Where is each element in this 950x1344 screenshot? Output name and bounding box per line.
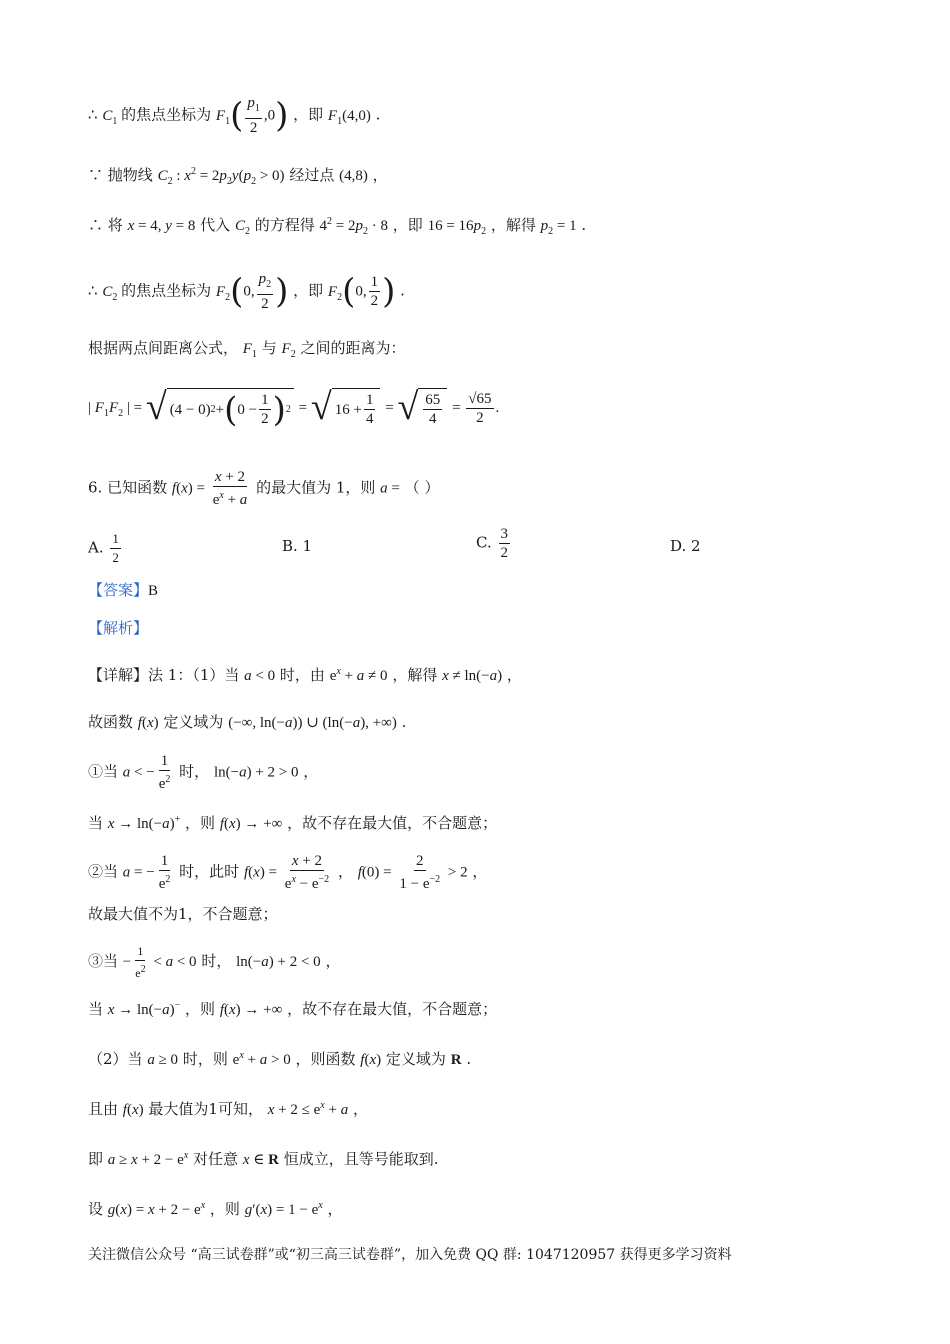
math-f2-point: $F_2$: [327, 283, 343, 303]
sqrt-expr-3: √ $\frac{65}{4}$: [397, 388, 447, 428]
text: 即: [88, 1150, 104, 1168]
math-c2: $C_2$: [102, 283, 118, 303]
frac-1-2: $\frac{1}{2}$: [370, 274, 379, 309]
option-label: D. 2: [670, 537, 701, 555]
part-2-line-3: [88, 1146, 439, 1170]
text: ，则: [185, 814, 216, 832]
math-eq1: $4^2 = 2p_2 \cdot 8$: [319, 216, 389, 237]
math-x4-y8: x = 4, y = 8: [127, 218, 196, 234]
text: ，: [337, 862, 353, 881]
math-f2: $F_2$: [281, 341, 296, 360]
paren: (: [342, 271, 356, 312]
text: ，即: [293, 281, 324, 300]
math-x-in-R: x ∈ R: [242, 1152, 279, 1168]
text: 与: [261, 339, 277, 357]
text: .: [401, 713, 407, 731]
case-3: ③当 − $\frac{1}{e^2}$ < a < 0 时， ln(−a) + 2 < 0 ，: [88, 944, 341, 980]
text: 当: [88, 814, 104, 832]
text: 法 1：（1）当: [148, 666, 240, 684]
text: ，: [506, 666, 522, 684]
text: 故函数: [88, 713, 134, 731]
text: 时，: [179, 762, 210, 781]
text: ，即: [293, 105, 324, 124]
text: 的方程得: [254, 216, 315, 234]
math-fx-inf: f(x) → +∞: [219, 816, 283, 832]
math-fx: f(x): [122, 1102, 144, 1118]
option-label: C.: [476, 533, 492, 552]
text: ，故不存在最大值，不合题意；: [287, 1000, 498, 1018]
text: ，: [325, 952, 341, 970]
text: 已知函数: [107, 478, 168, 497]
text: ，: [327, 1200, 343, 1218]
math-c2: $C_2$: [234, 218, 250, 237]
math-ex-a-gt-0: $e^x + a > 0$: [232, 1050, 291, 1068]
option-d: [670, 536, 701, 556]
text: 之间的距离为：: [300, 339, 406, 357]
math-ex-a-ne-0: $e^x + a \ne 0$: [329, 666, 388, 684]
text: .: [581, 216, 587, 234]
math-c2-def: $C_2$ : $x^2 = 2p_2y(p_2 > 0)$: [157, 166, 285, 187]
math-eq2: $16 = 16p_2$: [427, 218, 487, 237]
text: .: [466, 1050, 472, 1068]
text: 根据两点间距离公式，: [88, 339, 239, 357]
text: ，则: [209, 1200, 240, 1218]
option-label: B. 1: [282, 537, 313, 555]
case-1: [88, 752, 318, 793]
line-parabola-c2: [88, 162, 388, 192]
therefore-symbol: ∴: [88, 105, 98, 124]
text: 时，则: [182, 1050, 228, 1068]
answer-line: [88, 580, 158, 601]
paren: (: [230, 271, 244, 312]
text: 将: [107, 216, 123, 234]
math-x-ne-ln: x ≠ ln(−a): [442, 668, 503, 684]
analysis-line: [88, 618, 148, 638]
question-6: [88, 468, 439, 509]
math-domain: (−∞, ln(−a)) ∪ (ln(−a), +∞): [228, 715, 397, 731]
text: ，: [303, 762, 319, 781]
frac-sqrt65-2: $\frac{√65}{2}$: [468, 390, 492, 426]
part-2: [88, 1046, 471, 1070]
frac-fx2: $\frac{x + 2}{e^x - e^{-2}}$: [284, 853, 330, 892]
paren: ): [275, 271, 289, 312]
text: ，则函数: [295, 1050, 356, 1068]
sqrt-expr-1: √ (4 − 0) 2 + ( 0 − $\frac{1}{2}$ ) 2: [146, 388, 294, 428]
analysis-label: 【解析】: [88, 619, 149, 637]
text: 时，由: [279, 666, 325, 684]
text: （2）当: [88, 1050, 143, 1068]
math-a-lt: a < −: [122, 764, 155, 781]
text: 对任意: [193, 1150, 239, 1168]
text: 定义域为: [163, 713, 224, 731]
question-number: 6.: [88, 478, 103, 497]
distance-formula: | $F_1F_2$ | = √ (4 − 0) 2 + ( 0 − $\frac{1}{2}$ ) 2 = √ 16 + $\frac{1}{4}$ = √ $\frac{65}{4}$ = $\frac{√65}{2}$ .: [88, 386, 500, 430]
math-fx-inf: f(x) → +∞: [219, 1002, 283, 1018]
paren: ): [382, 271, 396, 312]
text: ③当: [88, 952, 119, 970]
paren: (: [230, 95, 244, 136]
math-gx: $g(x) = x + 2 - e^x$: [107, 1200, 206, 1218]
frac-1-e2: $\frac{1}{e^2}$: [158, 853, 171, 892]
math-ineq: $x + 2 \le e^x + a$: [267, 1100, 349, 1118]
footer-note: 关注微信公众号 “高三试卷群”或“初三高三试卷群”，加入免费 QQ 群: 1047120957 获得更多学习资料: [88, 1247, 732, 1263]
math-ln-lt-0: ln(−a) + 2 < 0: [236, 954, 321, 970]
text: 设: [88, 1200, 104, 1218]
text: ，: [372, 166, 388, 184]
part-2-line-2: [88, 1096, 368, 1120]
detail-label: 【详解】: [88, 666, 149, 684]
text: ，解得: [392, 666, 438, 684]
line-c1-focus: ∴ $C_1$ 的焦点坐标为 $F_1$( $\frac{p_1}{2}$ ,0) ，即 $F_1(4,0)$ .: [88, 95, 381, 136]
line-c2-focus: ∴ $C_2$ 的焦点坐标为 $F_2(0$, $\frac{p_2}{2}$ ) ，即 $F_2(0$, $\frac{1}{2}$ ) .: [88, 271, 405, 312]
text: 恒成立，且等号能取到.: [283, 1150, 439, 1168]
math-a-lt-0: a < 0: [244, 668, 276, 684]
line-substitute: [88, 212, 586, 242]
text: 抛物线: [107, 166, 153, 184]
detail-line-1: [88, 662, 522, 686]
math-limit: x → ln(−a)−: [107, 1000, 181, 1018]
answer-label: 【答案】: [88, 581, 149, 599]
therefore-symbol: ∴: [88, 281, 98, 300]
text: ，故不存在最大值，不合题意；: [287, 814, 498, 832]
text: 代入: [200, 216, 231, 234]
math-a-eq: a =: [380, 480, 400, 497]
frac-fx: $\frac{x + 2}{e^x + a}$: [212, 469, 248, 508]
detail-domain: [88, 712, 406, 733]
text: ，解得: [490, 216, 536, 234]
text: ②当: [88, 862, 119, 881]
therefore-symbol: ∴: [88, 216, 104, 234]
math-f0: f(0) =: [357, 864, 396, 881]
text: 最大值为1可知，: [148, 1100, 263, 1118]
part-2-line-4: [88, 1196, 343, 1220]
frac-p2-2: $\frac{p_2}{2}$: [258, 271, 272, 312]
text: .: [375, 105, 381, 124]
math-f1: $F_1$: [242, 341, 257, 360]
text: ，: [472, 862, 488, 881]
because-symbol: ∵: [88, 166, 104, 184]
text: ，: [352, 1100, 368, 1118]
case-2-result: [88, 904, 278, 924]
sqrt-expr-2: √ 16 + $\frac{1}{4}$: [311, 388, 381, 428]
frac-1-e2: $\frac{1}{e^2}$: [158, 753, 171, 792]
math-R: R: [450, 1052, 462, 1068]
answer-blank: （ ）: [404, 478, 440, 497]
text: ，则: [185, 1000, 216, 1018]
text: 时，此时: [179, 862, 240, 881]
math-fx: f(x): [360, 1052, 382, 1068]
frac-3-2: $\frac{3}{2}$: [500, 526, 508, 561]
math-f1: $F_1$: [215, 107, 231, 127]
text: 时，: [201, 952, 232, 970]
case-2: ②当 a = − $\frac{1}{e^2}$ 时，此时 f(x) = $\frac{x + 2}{e^x - e^{-2}}$ ， f(0) = $\frac{2}{1 - e^{-2}}$ > 2 ，: [88, 853, 488, 892]
text: 的最大值为 1，则: [256, 478, 376, 497]
math-gprime: $g'(x) = 1 - e^x$: [244, 1200, 323, 1218]
case-3-result: [88, 996, 497, 1020]
case-1-result: [88, 810, 497, 834]
text: 经过点: [289, 166, 335, 184]
math-abs-f1f2: | $F_1F_2$ | =: [88, 400, 146, 419]
text: 故最大值不为1，不合题意；: [88, 905, 278, 923]
paren: ): [275, 95, 289, 136]
text: .: [400, 281, 405, 300]
text: 的焦点坐标为: [121, 105, 212, 124]
option-b: [282, 536, 312, 556]
text: ①当: [88, 762, 119, 781]
math-point-4-8: (4,8): [339, 168, 368, 184]
math-c1: $C_1$: [102, 107, 118, 127]
math-range: < a < 0: [149, 954, 197, 970]
text: 定义域为: [385, 1050, 446, 1068]
option-a: [88, 530, 123, 567]
math-limit: x → ln(−a)+: [107, 814, 181, 832]
math-fx-def: f(x) =: [171, 480, 209, 497]
math-f2: $F_2$: [215, 283, 231, 303]
text: 的焦点坐标为: [121, 281, 212, 300]
math-fx: f(x): [137, 715, 159, 731]
math-p2-1: $p_2 = 1$: [540, 218, 577, 237]
math-ln-gt-0: ln(−a) + 2 > 0: [213, 764, 299, 781]
math-a-ge: $a \ge x + 2 - e^x$: [107, 1150, 189, 1168]
math-fx-eq: f(x) =: [243, 864, 281, 881]
line-distance-intro: [88, 338, 406, 365]
text: ，即: [392, 216, 423, 234]
frac-1-2: $\frac{1}{2}$: [112, 531, 119, 565]
option-c: [476, 525, 512, 562]
frac-p1-2: $\frac{p_1}{2}$: [247, 95, 260, 136]
math-a-eq: a = −: [122, 864, 155, 881]
option-label: A.: [88, 538, 104, 557]
text: 当: [88, 1000, 104, 1018]
text: 且由: [88, 1100, 119, 1118]
math-a-ge-0: a ≥ 0: [147, 1052, 179, 1068]
frac-1-e2: $\frac{1}{e^2}$: [135, 944, 146, 980]
answer-value: B: [148, 583, 159, 599]
math-f1-point: $F_1(4,0)$: [327, 107, 371, 127]
frac-f0: $\frac{2}{1 - e^{-2}}$: [399, 853, 441, 892]
